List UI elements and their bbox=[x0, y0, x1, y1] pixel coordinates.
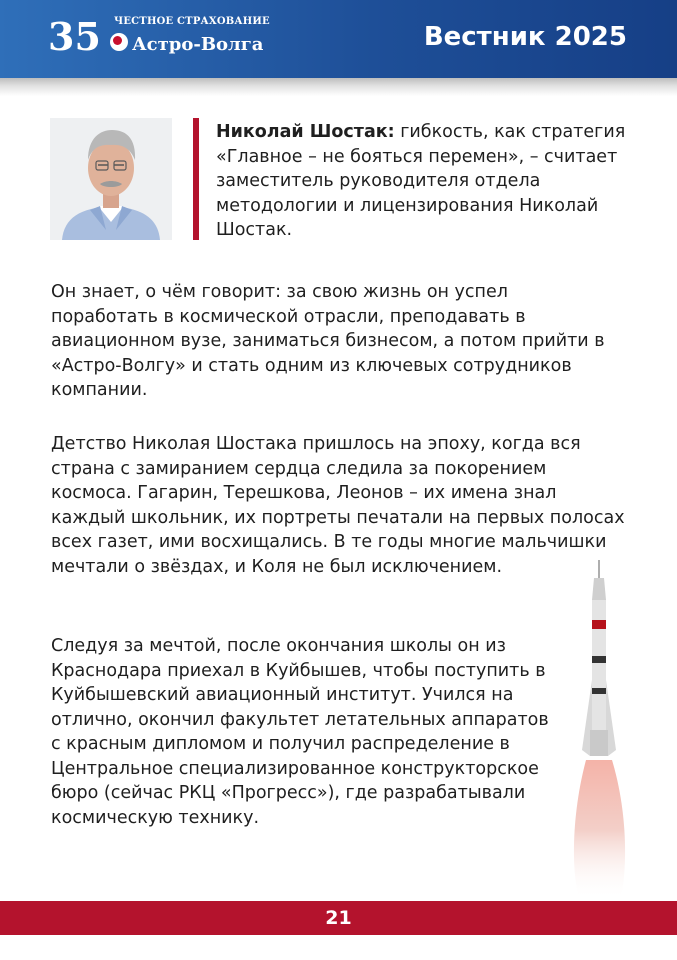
publication-title: Вестник 2025 bbox=[423, 22, 627, 52]
intro-text: гибкость, как стратегия «Главное – не бояться перемен», – считает заместитель руководителя отдела методологии и лицензирования Николай Шостак. bbox=[216, 122, 626, 240]
logo-company-name: Астро-Волга bbox=[132, 34, 264, 55]
footer-bar bbox=[0, 901, 677, 935]
header-shadow-divider bbox=[0, 78, 677, 96]
page-number: 21 bbox=[325, 907, 352, 929]
portrait-illustration bbox=[50, 118, 172, 240]
article-paragraph-2: Детство Николая Шостака пришлось на эпоху, когда вся страна с замиранием сердца следила за покорением космоса. Гагарин, Терешкова, Леонов – их имена знал каждый школьник, их портреты печатали на первых полосах всех газет, ими восхищались. В те годы многие мальчишки мечтали о звёздах, и Коля не был исключением. bbox=[51, 434, 625, 577]
portrait-photo bbox=[50, 118, 172, 240]
speaker-name: Николай Шостак: bbox=[216, 122, 395, 142]
quote-accent-bar bbox=[193, 118, 199, 240]
logo-emblem-icon bbox=[110, 33, 128, 51]
logo-anniversary-number: 35 bbox=[48, 14, 101, 59]
rocket-launch-illustration bbox=[560, 560, 640, 900]
article-paragraph-1: Он знает, о чём говорит: за свою жизнь он успел поработать в космической отрасли, преподавать в авиационном вузе, заниматься бизнесом, а потом прийти в «Астро-Волгу» и стать одним из ключевых сотрудников компании. bbox=[51, 282, 605, 400]
header-banner bbox=[0, 0, 677, 78]
intro-lead bbox=[216, 120, 648, 243]
article-paragraph-3: Следуя за мечтой, после окончания школы он из Краснодара приехал в Куйбышев, чтобы поступить в Куйбышевский авиационный институт. Учился на отлично, окончил факультет летательных аппаратов с красным дипломом и получил распределение в Центральное специализированное конструкторское бюро (сейчас РКЦ «Прогресс»), где разрабатывали космическую технику. bbox=[51, 636, 549, 828]
logo-tagline: ЧЕСТНОЕ СТРАХОВАНИЕ bbox=[114, 16, 270, 27]
